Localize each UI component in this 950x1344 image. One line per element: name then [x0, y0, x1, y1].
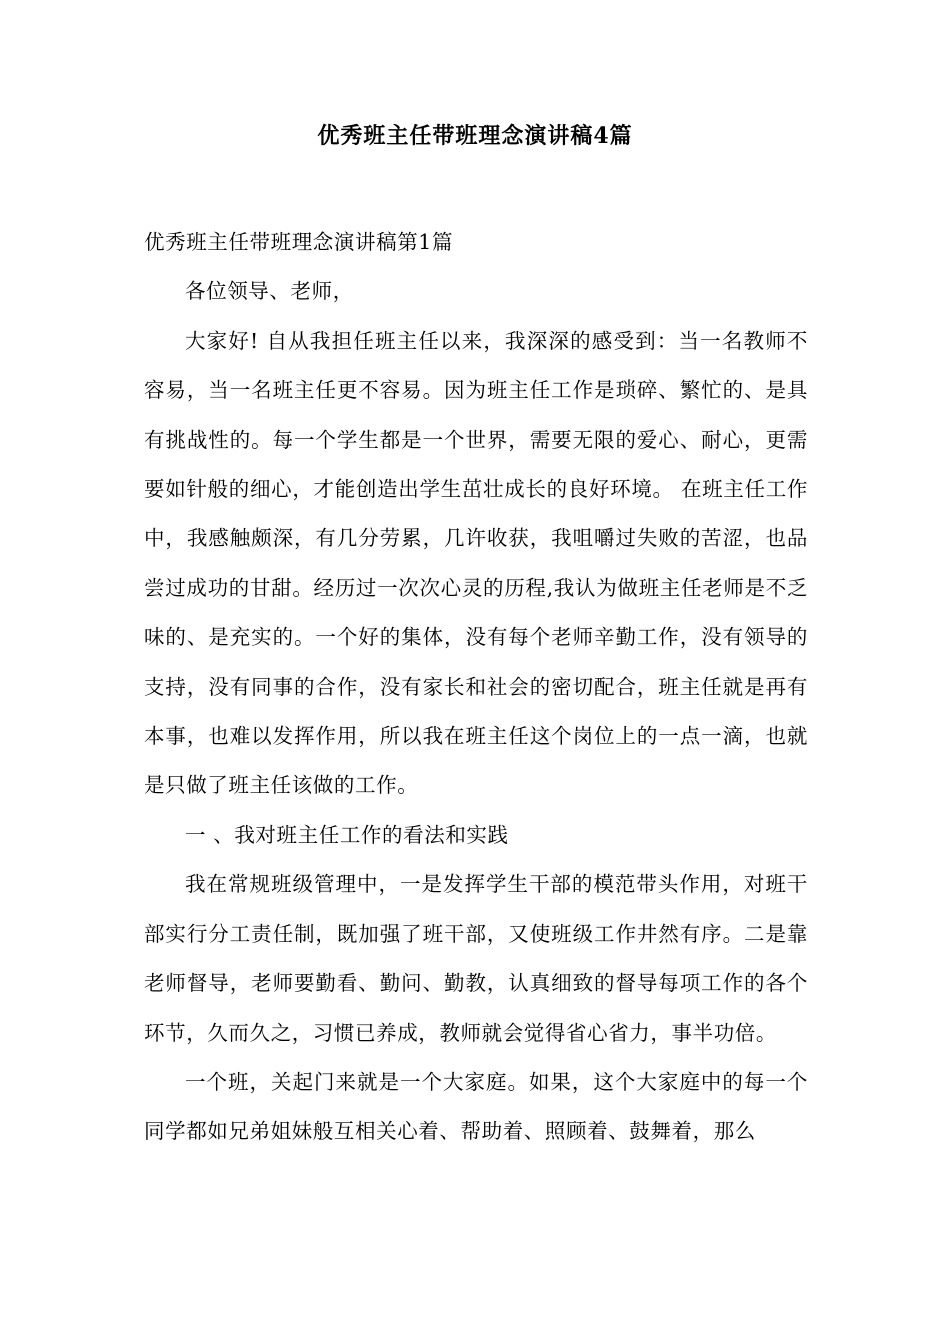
document-title: 优秀班主任带班理念演讲稿4篇: [317, 123, 633, 149]
paragraph-greeting: 各位领导、老师，: [185, 279, 354, 304]
document-body: [144, 218, 808, 1157]
paragraph-class-management: 我在常规班级管理中，一是发挥学生干部的模范带头作用，对班干部实行分工责任制，既加强了班干部，又使班级工作井然有序。二是靠老师督导，老师要勤看、勤问、勤教，认真细致的督导每项工作的各个环节，久而久之，习惯已养成，教师就会觉得省心省力，事半功倍。: [144, 872, 808, 1045]
subheading-views-and-practice: 一 、我对班主任工作的看法和实践: [185, 822, 509, 847]
paragraph-class-family: 一个班，关起门来就是一个大家庭。如果，这个大家庭中的每一个同学都如兄弟姐妹般互相关心着、帮助着、照顾着、鼓舞着，那么: [144, 1069, 808, 1144]
paragraph-intro: 大家好! 自从我担任班主任以来，我深深的感受到：当一名教师不容易，当一名班主任更不容易。因为班主任工作是琐碎、繁忙的、是具有挑战性的。每一个学生都是一个世界，需要无限的爱心、耐心，更需要如针般的细心，才能创造出学生茁壮成长的良好环境。 在班主任工作中，我感触颇深，有几分劳累，几许收获，我咀嚼过失败的苦涩，也品尝过成功的甘甜。经历过一次次心灵的历程,我认为做班主任老师是不乏味的、是充实的。一个好的集体，没有每个老师辛勤工作，没有领导的支持，没有同事的合作，没有家长和社会的密切配合，班主任就是再有本事，也难以发挥作用，所以我在班主任这个岗位上的一点一滴，也就是只做了班主任该做的工作。: [144, 328, 808, 798]
section-title: 优秀班主任带班理念演讲稿第1篇: [144, 230, 454, 254]
